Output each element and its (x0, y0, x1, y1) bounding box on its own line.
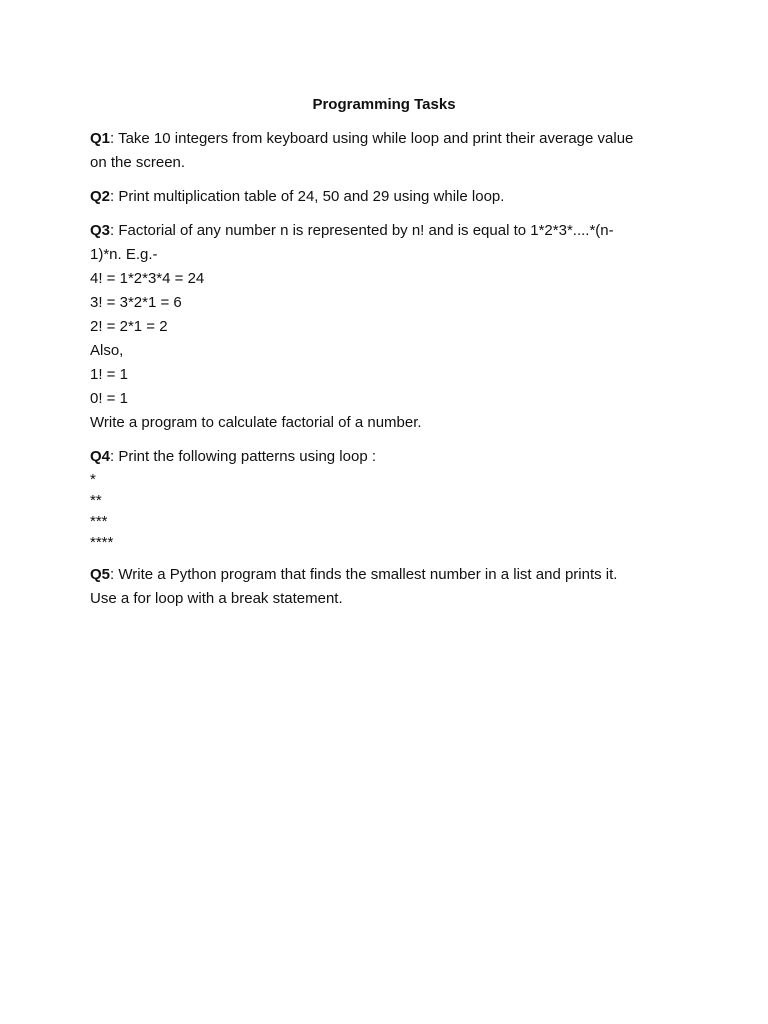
question-5-text-2: Use a for loop with a break statement. (90, 590, 343, 607)
pattern-line: **** (90, 534, 114, 551)
question-3 (90, 219, 690, 435)
example-line: 4! = 1*2*3*4 = 24 (90, 270, 205, 287)
question-2-label: Q2 (90, 188, 111, 205)
question-2-line-1 (90, 185, 690, 209)
question-4-text-1: : Print the following patterns using loop : (110, 448, 377, 465)
question-3-line-1 (90, 219, 690, 243)
example-line: 3! = 3*2*1 = 6 (90, 294, 182, 311)
question-4-line-1 (90, 445, 690, 469)
question-2-text-1: : Print multiplication table of 24, 50 and 29 using while loop. (110, 188, 505, 205)
example-line: 0! = 1 (90, 390, 128, 407)
question-5 (90, 563, 690, 611)
pattern-line: * (90, 471, 96, 488)
question-2 (90, 185, 690, 209)
question-4-label: Q4 (90, 448, 111, 465)
question-5-line-1 (90, 563, 690, 587)
question-3-text-2: 1)*n. E.g.- (90, 246, 158, 263)
example-line: 2! = 2*1 = 2 (90, 318, 168, 335)
pattern-line: ** (90, 492, 102, 509)
pattern-line: *** (90, 513, 108, 530)
question-5-text-1: : Write a Python program that finds the smallest number in a list and prints it. (110, 566, 618, 583)
question-3-text-1: : Factorial of any number n is represented by n! and is equal to 1*2*3*....*(n- (110, 222, 614, 239)
question-3-label: Q3 (90, 222, 111, 239)
question-1-text-1: : Take 10 integers from keyboard using while loop and print their average value (110, 130, 634, 147)
question-1 (90, 127, 690, 175)
question-1-label: Q1 (90, 130, 111, 147)
question-1-text-2: on the screen. (90, 154, 186, 171)
example-line: Also, (90, 342, 124, 359)
page-title: Programming Tasks (312, 96, 456, 113)
question-5-label: Q5 (90, 566, 111, 583)
questions-list (90, 127, 690, 621)
question-1-line-1 (90, 127, 690, 151)
star-pattern (90, 469, 690, 553)
factorial-examples (90, 267, 690, 435)
example-line: 1! = 1 (90, 366, 128, 383)
example-line: Write a program to calculate factorial of a number. (90, 414, 422, 431)
question-4 (90, 445, 690, 553)
